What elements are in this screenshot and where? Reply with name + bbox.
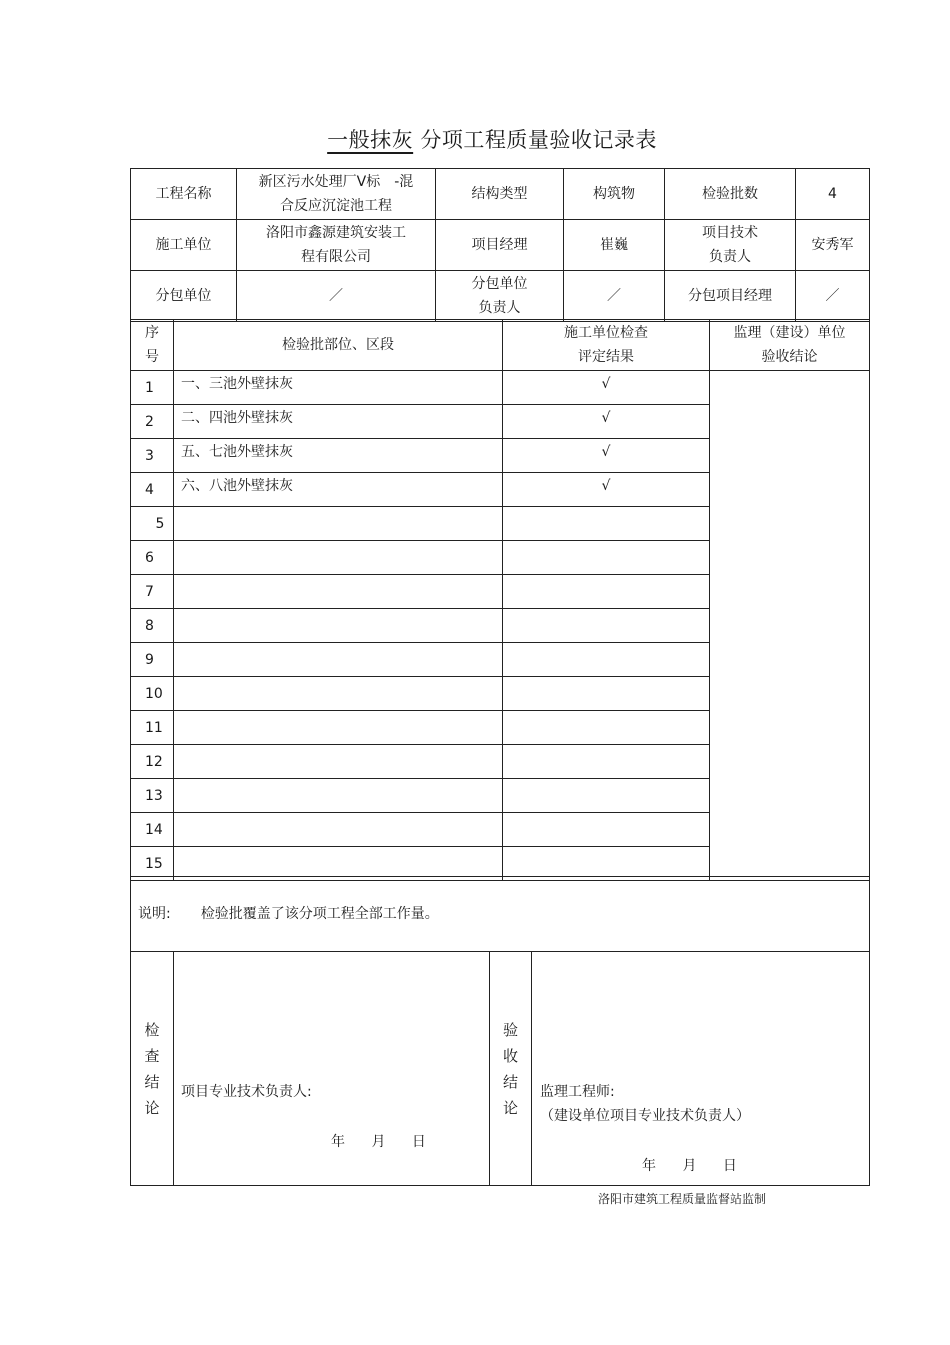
note-row — [131, 877, 870, 952]
batch-seq: 4 — [131, 473, 174, 507]
acceptance-char-2: 收 — [502, 1046, 518, 1065]
supervisor-conclusion-cell — [710, 371, 870, 881]
sub-lead-value: ／ — [564, 271, 665, 322]
sub-lead-label-line1: 分包单位 — [471, 276, 528, 292]
batch-result: √ — [503, 371, 710, 405]
batch-seq: 8 — [131, 609, 174, 643]
supervisor-header-line1: 监理（建设）单位 — [733, 325, 846, 341]
batch-seq: 2 — [131, 405, 174, 439]
batch-location: 一、三池外壁抹灰 — [174, 371, 503, 405]
title-rest: 分项工程质量验收记录表 — [413, 128, 657, 152]
batch-result — [503, 575, 710, 609]
tech-lead-label-line1: 项目技术 — [702, 225, 758, 241]
batch-seq: 9 — [131, 643, 174, 677]
form-title — [0, 124, 950, 154]
project-manager-value: 崔巍 — [564, 220, 665, 271]
title-underlined-part: 一般抹灰 — [327, 128, 414, 152]
acceptance-signer-sub: （建设单位项目专业技术负责人） — [540, 1108, 750, 1124]
batch-seq: 14 — [131, 813, 174, 847]
batch-location: 五、七池外壁抹灰 — [174, 439, 503, 473]
seq-header — [131, 320, 174, 371]
project-manager-label: 项目经理 — [436, 220, 564, 271]
batch-location — [174, 575, 503, 609]
acceptance-signature-cell — [532, 952, 870, 1186]
tech-lead-value: 安秀军 — [796, 220, 870, 271]
supervisor-header — [710, 320, 870, 371]
sub-lead-label-line2: 负责人 — [478, 300, 521, 316]
acceptance-signer-label: 监理工程师: — [540, 1084, 615, 1100]
contractor-check-header-line2: 评定结果 — [578, 349, 634, 365]
batch-seq: 6 — [131, 541, 174, 575]
contractor-line1: 洛阳市鑫源建筑安装工 — [266, 225, 406, 241]
inspection-char-1: 检 — [144, 1020, 160, 1039]
batch-location — [174, 813, 503, 847]
conclusion-table — [130, 876, 870, 1186]
inspection-char-4: 论 — [144, 1098, 160, 1117]
seq-header-line1: 序 — [145, 325, 159, 341]
tech-lead-label — [665, 220, 796, 271]
contractor-check-header-line1: 施工单位检查 — [564, 325, 648, 341]
acceptance-char-3: 结 — [502, 1072, 518, 1091]
note-text: 检验批覆盖了该分项工程全部工作量。 — [200, 906, 439, 922]
inspection-signature-cell — [174, 952, 490, 1186]
batch-seq: 15 — [131, 847, 174, 881]
sub-unit-value: ／ — [237, 271, 436, 322]
project-name-line2: 合反应沉淀池工程 — [280, 198, 392, 214]
batch-location: 二、四池外壁抹灰 — [174, 405, 503, 439]
batch-result: √ — [503, 405, 710, 439]
batch-result — [503, 779, 710, 813]
batch-location — [174, 609, 503, 643]
batch-result — [503, 711, 710, 745]
batch-result — [503, 813, 710, 847]
project-name-line1: 新区污水处理厂Ⅴ标 -混 — [258, 174, 414, 190]
signature-row — [131, 952, 870, 1186]
structure-type-label: 结构类型 — [436, 169, 564, 220]
inspection-signer-label: 项目专业技术负责人: — [181, 1084, 312, 1100]
batch-count-label: 检验批数 — [665, 169, 796, 220]
sub-lead-label — [436, 271, 564, 322]
batch-seq: 7 — [131, 575, 174, 609]
batch-location: 六、八池外壁抹灰 — [174, 473, 503, 507]
structure-type-value: 构筑物 — [564, 169, 665, 220]
project-info-table — [130, 168, 870, 322]
acceptance-conclusion-heading — [490, 952, 532, 1186]
project-info-row-1 — [131, 169, 870, 220]
note-cell — [131, 877, 870, 952]
location-header: 检验批部位、区段 — [174, 320, 503, 371]
batch-location — [174, 541, 503, 575]
batch-seq: 11 — [131, 711, 174, 745]
batch-location — [174, 507, 503, 541]
batch-result — [503, 609, 710, 643]
batch-result — [503, 541, 710, 575]
acceptance-char-1: 验 — [502, 1020, 518, 1039]
batch-seq: 3 — [131, 439, 174, 473]
seq-header-line2: 号 — [145, 349, 159, 365]
sub-pm-value: ／ — [796, 271, 870, 322]
batch-location — [174, 677, 503, 711]
note-label: 说明: — [138, 906, 171, 922]
inspection-char-2: 查 — [144, 1046, 160, 1065]
contractor-check-header — [503, 320, 710, 371]
batch-seq: 12 — [131, 745, 174, 779]
batch-row — [131, 371, 870, 405]
sub-unit-label: 分包单位 — [131, 271, 237, 322]
batch-result — [503, 507, 710, 541]
tech-lead-label-line2: 负责人 — [709, 249, 751, 265]
acceptance-date: 年 月 日 — [642, 1158, 737, 1174]
project-name-value — [237, 169, 436, 220]
project-info-row-3 — [131, 271, 870, 322]
batch-count-value: 4 — [796, 169, 870, 220]
batch-result — [503, 677, 710, 711]
batch-location — [174, 711, 503, 745]
supervisor-header-line2: 验收结论 — [761, 349, 818, 365]
batch-seq: 5 — [131, 507, 174, 541]
batch-location — [174, 643, 503, 677]
batch-seq: 1 — [131, 371, 174, 405]
batch-seq: 10 — [131, 677, 174, 711]
batch-result — [503, 745, 710, 779]
batch-result — [503, 643, 710, 677]
batch-location — [174, 745, 503, 779]
inspection-batch-table — [130, 319, 870, 881]
project-info-row-2 — [131, 220, 870, 271]
batch-seq: 13 — [131, 779, 174, 813]
contractor-line2: 程有限公司 — [301, 249, 371, 265]
contractor-label: 施工单位 — [131, 220, 237, 271]
sub-pm-label: 分包项目经理 — [665, 271, 796, 322]
contractor-value — [237, 220, 436, 271]
footer-issuer: 洛阳市建筑工程质量监督站监制 — [598, 1192, 767, 1206]
project-name-label: 工程名称 — [131, 169, 237, 220]
inspection-conclusion-heading — [131, 952, 174, 1186]
batch-location — [174, 779, 503, 813]
batch-result: √ — [503, 439, 710, 473]
batch-result: √ — [503, 473, 710, 507]
inspection-char-3: 结 — [144, 1072, 160, 1091]
inspection-date: 年 月 日 — [331, 1134, 426, 1150]
acceptance-char-4: 论 — [502, 1098, 518, 1117]
batch-header-row — [131, 320, 870, 371]
